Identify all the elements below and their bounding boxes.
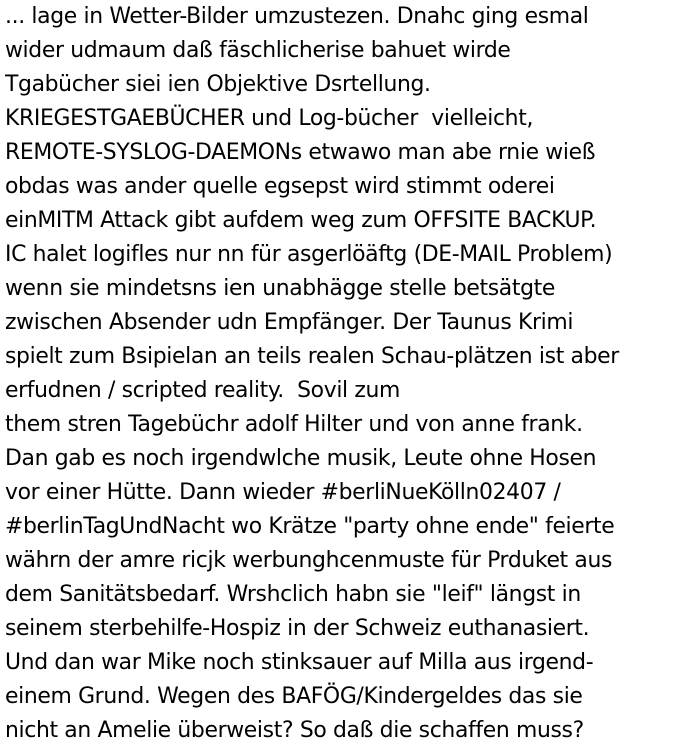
text-line: einMITM Attack gibt aufdem weg zum OFFSITE BACKUP. [5,208,597,233]
text-line: obdas was ander quelle egsepst wird stimmt oderei [5,174,555,199]
text-line: Und dan war Mike noch stinksauer auf Milla aus irgend- [5,650,594,675]
text-line: seinem sterbehilfe-Hospiz in der Schweiz euthanasiert. [5,616,590,641]
document-text-block [5,0,684,748]
text-line: REMOTE-SYSLOG-DAEMONs etwawo man abe rnie wieß [5,140,596,165]
text-line: IC halet logifles nur nn für asgerlöäftg (DE-MAIL Problem) [5,242,613,267]
text-line: währn der amre ricjk werbunghcenmuste für Prduket aus [5,548,613,573]
text-line: KRIEGESTGAEBÜCHER und Log-bücher vielleicht, [5,106,534,131]
text-line: them stren Tagebüchr adolf Hilter und von anne frank. [5,412,583,437]
text-line: einem Grund. Wegen des BAFÖG/Kindergeldes das sie [5,684,583,709]
text-line: nicht an Amelie überweist? So daß die schaffen muss? [5,718,584,743]
text-line: zwischen Absender udn Empfänger. Der Taunus Krimi [5,310,574,335]
text-line: ... lage in Wetter-Bilder umzustezen. Dnahc ging esmal [5,4,589,29]
text-line: vor einer Hütte. Dann wieder #berliNueKölln02407 / [5,480,561,505]
text-line: wider udmaum daß fäschlicherise bahuet wirde [5,38,511,63]
text-line: dem Sanitätsbedarf. Wrshclich habn sie "leif" längst in [5,582,581,607]
text-line: Dan gab es noch irgendwlche musik, Leute ohne Hosen [5,446,597,471]
text-line: erfudnen / scripted reality. Sovil zum [5,378,401,403]
text-line: Tgabücher siei ien Objektive Dsrtellung. [5,72,431,97]
text-line: wenn sie mindetsns ien unabhägge stelle betsätgte [5,276,555,301]
text-line: spielt zum Bsipielan an teils realen Schau-plätzen ist aber [5,344,619,369]
text-line: #berlinTagUndNacht wo Krätze "party ohne ende" feierte [5,514,615,539]
